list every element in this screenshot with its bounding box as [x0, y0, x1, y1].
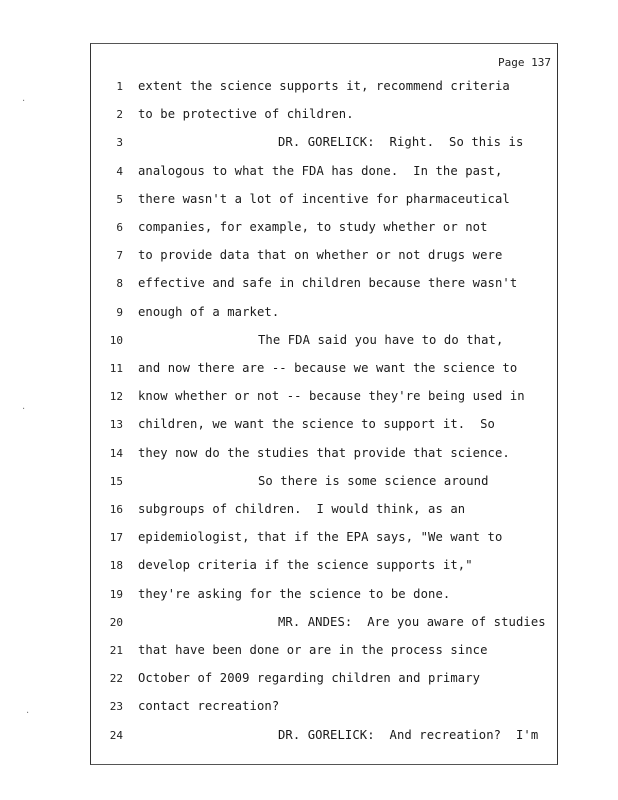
- line-number: 1: [116, 80, 123, 93]
- line-number: 7: [116, 249, 123, 263]
- transcript-page: [90, 43, 558, 765]
- line-number: 24: [109, 728, 123, 742]
- transcript-line: know whether or not -- because they're being used in: [138, 389, 525, 404]
- transcript-line: analogous to what the FDA has done. In the past,: [138, 163, 503, 178]
- line-number: 19: [109, 587, 123, 601]
- transcript-line: effective and safe in children because there wasn't: [138, 276, 518, 291]
- line-number: 2: [116, 108, 123, 122]
- transcript-line: extent the science supports it, recommend criteria: [138, 79, 510, 93]
- transcript-line: develop criteria if the science supports it,": [138, 558, 473, 573]
- line-number: 23: [109, 700, 123, 714]
- line-number: 21: [109, 644, 123, 657]
- transcript-line: So there is some science around: [258, 473, 489, 488]
- transcript-line: enough of a market.: [138, 304, 280, 319]
- transcript-line: subgroups of children. I would think, as an: [138, 502, 466, 516]
- line-number: 16: [109, 503, 123, 516]
- line-number: 4: [116, 164, 123, 178]
- line-number: 6: [116, 221, 123, 234]
- line-number: 22: [109, 672, 123, 686]
- transcript-line: MR. ANDES: Are you aware of studies: [278, 614, 546, 629]
- transcript-line: DR. GORELICK: And recreation? I'm: [278, 727, 539, 742]
- line-number: 10: [109, 333, 123, 347]
- transcript-line: October of 2009 regarding children and primary: [138, 671, 481, 686]
- transcript-line: there wasn't a lot of incentive for pharmaceutical: [138, 191, 510, 206]
- line-number: 14: [109, 446, 123, 460]
- page-number: Page 137: [498, 56, 551, 69]
- transcript-line: to be protective of children.: [138, 107, 354, 122]
- transcript-line: children, we want the science to support it. So: [138, 417, 495, 432]
- transcript-line: contact recreation?: [138, 699, 280, 714]
- transcript-line: companies, for example, to study whether or not: [138, 220, 488, 234]
- line-number: 13: [109, 418, 123, 432]
- margin-speck: ·: [22, 404, 26, 415]
- line-number: 15: [109, 474, 123, 488]
- transcript-line: they're asking for the science to be done.: [138, 586, 451, 601]
- line-number: 17: [109, 531, 123, 545]
- transcript-line: and now there are -- because we want the science to: [138, 361, 518, 375]
- margin-speck: ·: [26, 708, 30, 719]
- line-number: 8: [116, 277, 123, 291]
- line-number: 11: [109, 362, 123, 375]
- line-number: 20: [109, 615, 123, 629]
- line-number: 9: [116, 305, 123, 319]
- line-number: 3: [116, 136, 123, 150]
- line-number: 12: [109, 390, 123, 404]
- transcript-line: they now do the studies that provide that science.: [138, 445, 510, 460]
- line-number: 18: [109, 559, 123, 573]
- transcript-line: The FDA said you have to do that,: [258, 332, 504, 347]
- transcript-line: epidemiologist, that if the EPA says, "We want to: [138, 530, 503, 545]
- margin-speck: ·: [22, 96, 26, 107]
- transcript-line: to provide data that on whether or not drugs were: [138, 248, 503, 263]
- line-number: 5: [116, 192, 123, 206]
- transcript-line: DR. GORELICK: Right. So this is: [278, 135, 524, 150]
- transcript-line: that have been done or are in the process since: [138, 643, 488, 657]
